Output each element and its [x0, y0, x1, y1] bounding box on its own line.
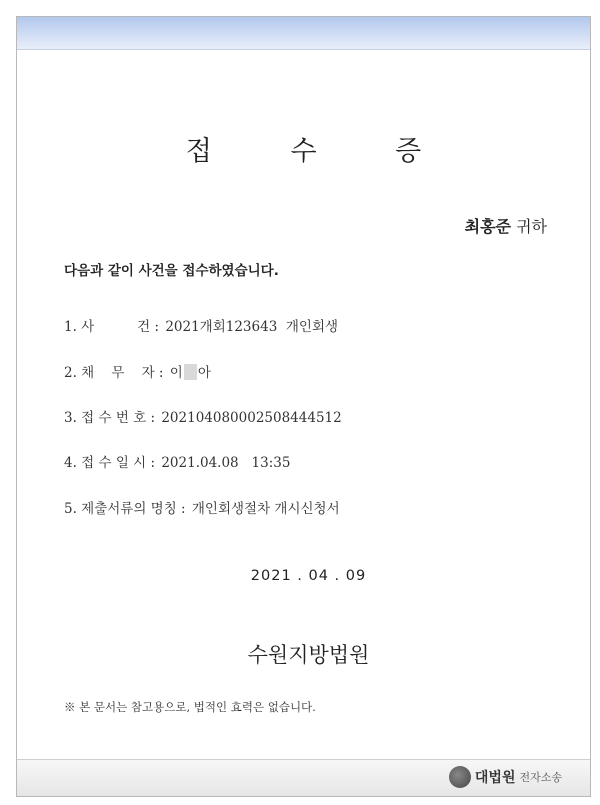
- item-debtor: [64, 361, 211, 381]
- issue-date: 2021 . 04 . 09: [250, 568, 367, 584]
- recipient-suffix: 귀하: [511, 217, 547, 236]
- debtor-name-prefix: 이: [169, 365, 183, 381]
- ecourt-logo: [449, 766, 562, 788]
- top-band: [17, 17, 590, 50]
- recipient: [465, 214, 547, 237]
- debtor-name-suffix: 아: [197, 365, 211, 381]
- item-label: 3. 접 수 번 호 :: [64, 410, 160, 426]
- recipient-name: 최홍준: [464, 217, 511, 236]
- item-value: 개인회생절차 개시신청서: [191, 501, 340, 517]
- supreme-court-emblem-icon: [449, 766, 471, 788]
- item-receipt-datetime: [64, 451, 290, 471]
- item-label: 5. 제출서류의 명칭 :: [64, 501, 190, 517]
- item-value: 20210408000250844​4512: [161, 410, 342, 426]
- item-value: 2021개회123643 개인회생: [165, 319, 339, 335]
- item-label: 1. 사 건 :: [64, 319, 164, 335]
- item-label: 4. 접 수 일 시 :: [64, 455, 160, 471]
- item-label: 2. 채 무 자 :: [64, 365, 168, 381]
- item-receipt-number: [64, 406, 342, 426]
- intro-text: 다음과 같이 사건을 접수하였습니다.: [64, 263, 279, 279]
- logo-sub-text: 전자소송: [519, 771, 562, 784]
- item-case: [64, 315, 338, 335]
- court-name: 수원지방법원: [247, 643, 370, 667]
- item-value: 2021.04.08 13:35: [161, 455, 291, 471]
- item-document-name: [64, 497, 340, 517]
- document-frame: [16, 16, 591, 797]
- logo-main-text: 대법원: [474, 770, 516, 786]
- redaction-mask: [184, 364, 197, 380]
- bottom-band: [17, 759, 590, 796]
- document-title: 접 수 증: [185, 136, 457, 167]
- notice-text: ※ 본 문서는 참고용으로, 법적인 효력은 없습니다.: [64, 700, 316, 714]
